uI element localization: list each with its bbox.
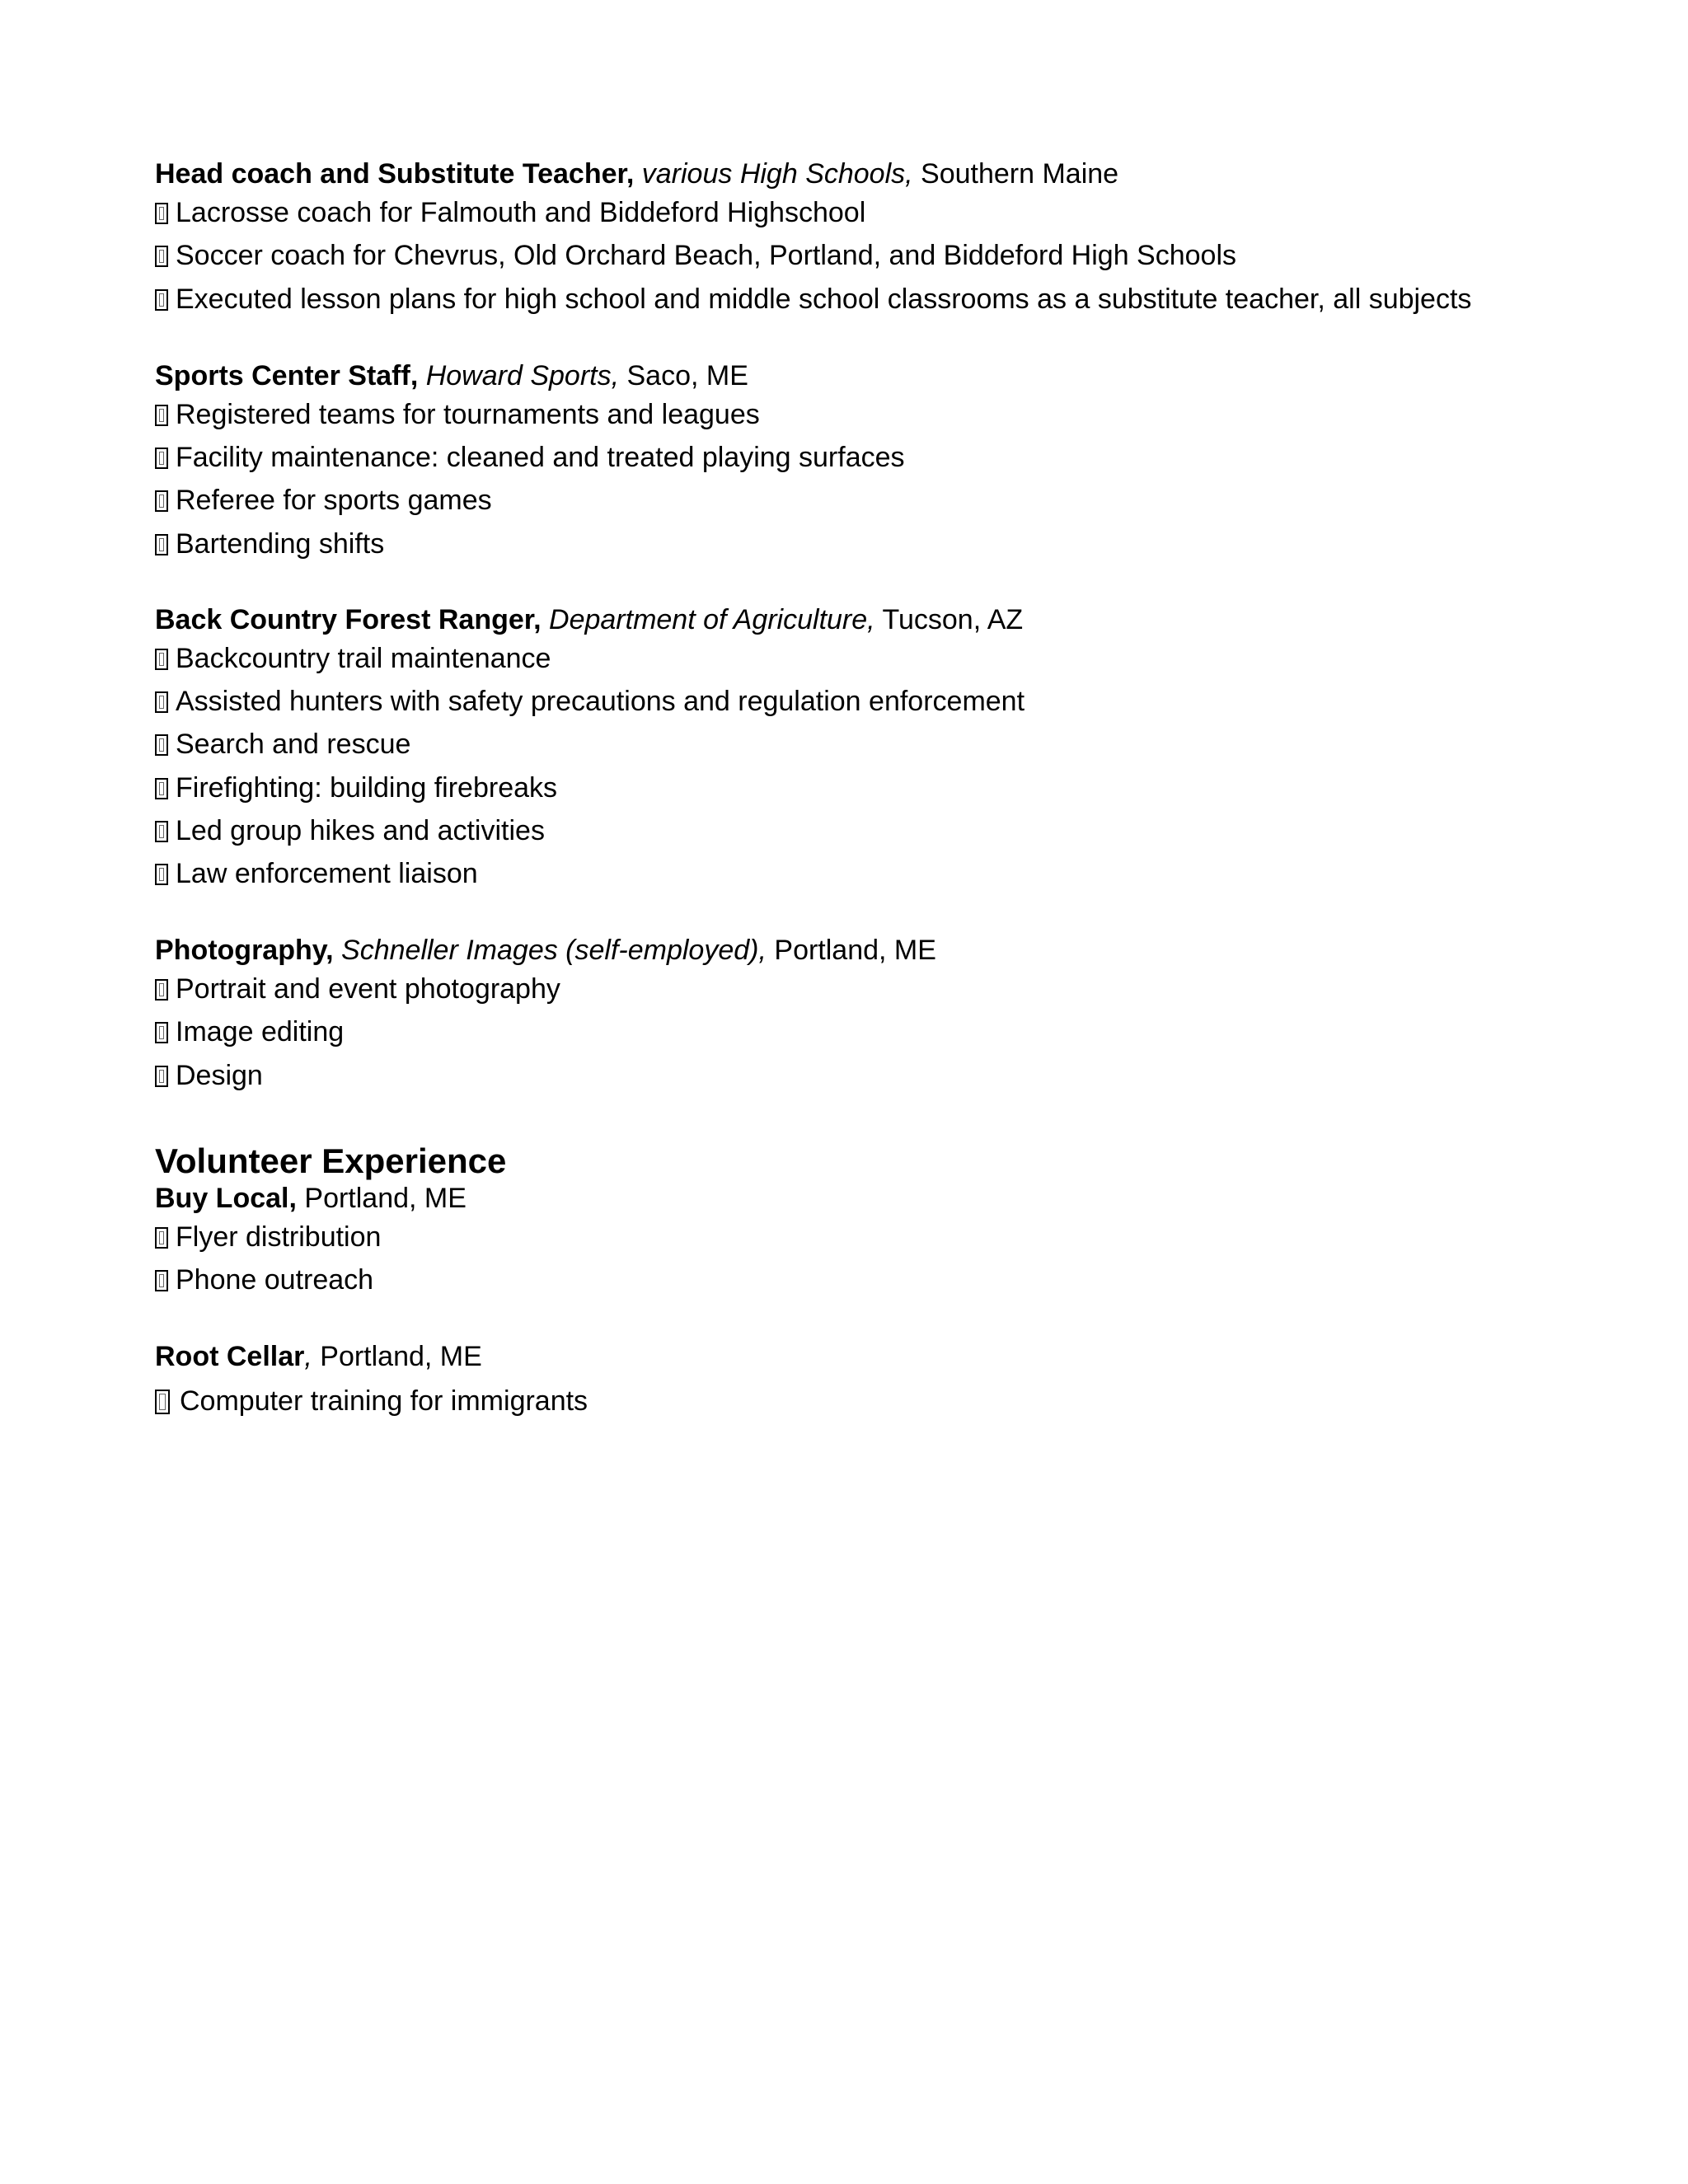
missing-glyph-icon — [155, 203, 168, 224]
job-title: Head coach and Substitute Teacher, — [155, 158, 635, 190]
missing-glyph-icon — [155, 289, 168, 311]
missing-glyph-icon — [155, 734, 168, 756]
list-item: Design — [155, 1059, 263, 1092]
list-item: Registered teams for tournaments and leagues — [155, 398, 760, 431]
list-item: Phone outreach — [155, 1263, 373, 1296]
missing-glyph-icon — [155, 1066, 168, 1087]
list-item: Computer training for immigrants — [155, 1385, 588, 1418]
volunteer-title: Buy Local, — [155, 1183, 297, 1214]
job-header — [155, 157, 1118, 190]
job-header — [155, 359, 748, 392]
list-item: Executed lesson plans for high school and middle school classrooms as a substitute teacher, all subjects — [155, 283, 1471, 316]
missing-glyph-icon — [155, 778, 168, 799]
missing-glyph-icon — [155, 691, 168, 713]
list-item: Image editing — [155, 1015, 344, 1048]
list-item: Referee for sports games — [155, 484, 492, 517]
missing-glyph-icon — [155, 246, 168, 267]
job-header — [155, 934, 936, 967]
list-item: Lacrosse coach for Falmouth and Biddeford Highschool — [155, 196, 865, 229]
volunteer-header — [155, 1182, 467, 1215]
job-location: Portland, ME — [774, 935, 936, 966]
missing-glyph-icon — [155, 448, 168, 469]
job-title: Photography, — [155, 935, 334, 966]
missing-glyph-icon — [155, 979, 168, 1001]
job-organization: Howard Sports, — [425, 360, 620, 391]
missing-glyph-icon — [155, 821, 168, 842]
missing-glyph-icon — [155, 1390, 170, 1414]
job-location: Tucson, AZ — [882, 604, 1024, 635]
list-item: Soccer coach for Chevrus, Old Orchard Beach, Portland, and Biddeford High Schools — [155, 239, 1236, 272]
list-item: Portrait and event photography — [155, 972, 560, 1005]
job-organization: Schneller Images (self-employed), — [341, 935, 767, 966]
volunteer-title: Root Cellar — [155, 1341, 305, 1372]
list-item: Law enforcement liaison — [155, 857, 478, 890]
missing-glyph-icon — [155, 1270, 168, 1291]
volunteer-header — [155, 1340, 482, 1373]
list-item: Assisted hunters with safety precautions and regulation enforcement — [155, 685, 1025, 718]
job-location: Southern Maine — [921, 158, 1119, 190]
missing-glyph-icon — [155, 649, 168, 670]
missing-glyph-icon — [155, 490, 168, 512]
job-header — [155, 603, 1023, 636]
job-organization: Department of Agriculture, — [549, 604, 875, 635]
list-item: Search and rescue — [155, 728, 410, 761]
volunteer-location: Portland, ME — [304, 1183, 467, 1214]
missing-glyph-icon — [155, 864, 168, 885]
missing-glyph-icon — [155, 1022, 168, 1043]
list-item: Led group hikes and activities — [155, 814, 545, 847]
list-item: Flyer distribution — [155, 1221, 381, 1254]
volunteer-location: Portland, ME — [320, 1341, 482, 1372]
list-item: Firefighting: building firebreaks — [155, 771, 557, 804]
list-item: Bartending shifts — [155, 527, 384, 560]
missing-glyph-icon — [155, 405, 168, 426]
title-separator: , — [304, 1341, 312, 1372]
missing-glyph-icon — [155, 1227, 168, 1249]
job-title: Back Country Forest Ranger, — [155, 604, 542, 635]
list-item: Backcountry trail maintenance — [155, 642, 551, 675]
missing-glyph-icon — [155, 534, 168, 555]
job-location: Saco, ME — [626, 360, 748, 391]
list-item: Facility maintenance: cleaned and treated playing surfaces — [155, 441, 905, 474]
job-title: Sports Center Staff, — [155, 360, 419, 391]
job-organization: various High Schools, — [641, 158, 913, 190]
section-heading: Volunteer Experience — [155, 1141, 507, 1180]
